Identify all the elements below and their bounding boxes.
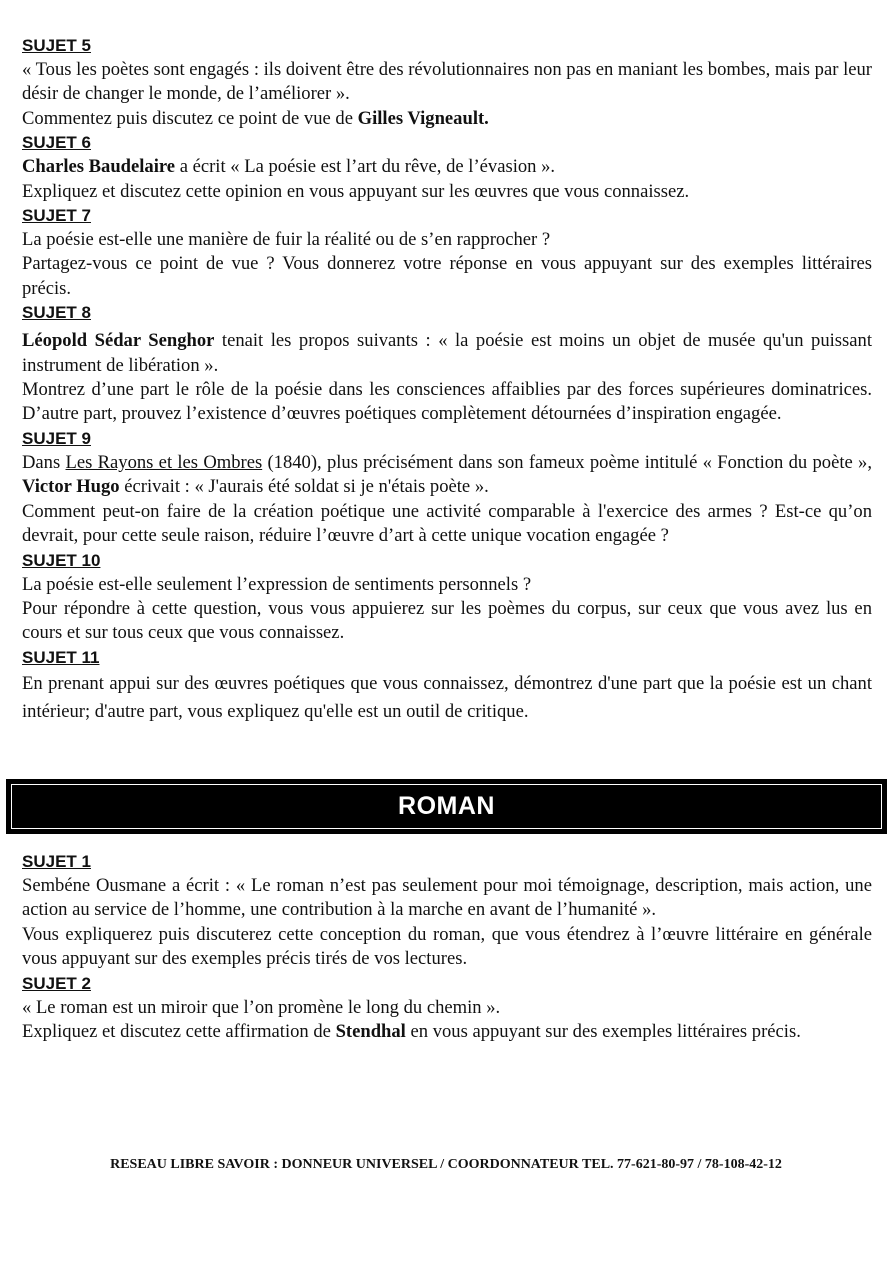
subject-heading: SUJET 5 <box>22 36 91 55</box>
subject-quote <box>22 451 872 500</box>
banner-frame <box>11 784 882 829</box>
subject-heading: SUJET 1 <box>22 852 91 871</box>
subject-instruction: Partagez-vous ce point de vue ? Vous donnerez votre réponse en vous appuyant sur des exemples littéraires précis. <box>22 253 872 299</box>
subject-heading: SUJET 6 <box>22 133 91 153</box>
instruction-text: Commentez puis discutez ce point de vue de <box>22 107 358 129</box>
subject-heading: SUJET 7 <box>22 206 91 226</box>
subject-quote <box>22 155 872 179</box>
author-name: Léopold Sédar Senghor <box>22 330 215 352</box>
subject-quote: « Le roman est un miroir que l’on promène le long du chemin ». <box>22 996 501 1018</box>
subject-instruction <box>22 1020 872 1044</box>
subject-quote: Sembéne Ousmane a écrit : « Le roman n’est pas seulement pour moi témoignage, description, mais action, une action au service de l’homme, une contribution à la marche en avant de l’humanité ». <box>22 875 872 921</box>
quote-text: tenait les propos suivants : « la poésie est moins un objet de musée qu'un puissant instrument de libération ». <box>22 330 872 376</box>
section-banner <box>6 779 887 834</box>
subject-quote: « Tous les poètes sont engagés : ils doivent être des révolutionnaires non pas en maniant les bombes, mais par leur désir de changer le monde, de l’améliorer ». <box>22 59 872 105</box>
subject-instruction: Montrez d’une part le rôle de la poésie dans les consciences affaiblies par des forces supérieures dominatrices. D’autre part, prouvez l’existence d’œuvres poétiques complètement détournées d’inspiration engagée. <box>22 379 872 425</box>
page-footer: RESEAU LIBRE SAVOIR : DONNEUR UNIVERSEL / COORDONNATEUR TEL. 77-621-80-97 / 78-108-42-12 <box>110 1157 782 1172</box>
author-name: Charles Baudelaire <box>22 156 176 178</box>
subject-instruction <box>22 107 872 131</box>
subject-heading: SUJET 10 <box>22 550 101 570</box>
subject-heading: SUJET 8 <box>22 303 91 323</box>
quote-middle: (1840), plus précisément dans son fameux poème intitulé « Fonction du poète », <box>262 451 872 473</box>
instruction-text: Expliquez et discutez cette affirmation de <box>22 1021 336 1043</box>
subject-instruction: Vous expliquerez puis discuterez cette conception du roman, que vous étendrez à l’œuvre littéraire en générale vous appuyant sur des exemples précis tirés de vos lectures. <box>22 923 872 970</box>
subject-instruction: Comment peut-on faire de la création poétique une activité comparable à l'exercice des armes ? Est-ce qu’on devrait, pour cette seule raison, réduire l’œuvre d’art à cette unique vocation engagée ? <box>22 500 872 547</box>
subject-question: La poésie est-elle seulement l’expression de sentiments personnels ? <box>22 573 532 595</box>
subject-instruction: Expliquez et discutez cette opinion en vous appuyant sur les œuvres que vous connaissez. <box>22 180 690 202</box>
subject-heading: SUJET 11 <box>22 647 100 667</box>
subject-text: En prenant appui sur des œuvres poétiques que vous connaissez, démontrez d'une part que la poésie est un chant intérieur; d'autre part, vous expliquez qu'elle est un outil de critique. <box>22 672 872 722</box>
quote-text: a écrit « La poésie est l’art du rêve, de l’évasion ». <box>175 156 556 178</box>
subject-heading: SUJET 2 <box>22 973 91 993</box>
subject-question: La poésie est-elle une manière de fuir la réalité ou de s’en rapprocher ? <box>22 229 551 251</box>
author-name: Victor Hugo <box>22 476 120 498</box>
subject-quote <box>22 329 872 378</box>
section-title: ROMAN <box>398 792 495 820</box>
quote-text: écrivait : « J'aurais été soldat si je n'étais poète ». <box>119 476 489 498</box>
subject-instruction: Pour répondre à cette question, vous vous appuierez sur les poèmes du corpus, sur ceux que vous avez lus en cours et sur tous ceux que vous connaissez. <box>22 597 872 644</box>
quote-prefix: Dans <box>22 451 66 473</box>
subject-heading: SUJET 9 <box>22 428 91 448</box>
book-title: Les Rayons et les Ombres <box>65 451 263 473</box>
novel-subjects <box>22 850 872 1044</box>
instruction-text: en vous appuyant sur des exemples littéraires précis. <box>405 1021 801 1043</box>
author-name: Gilles Vigneault. <box>357 107 489 129</box>
poetry-subjects <box>22 34 872 726</box>
author-name: Stendhal <box>335 1021 406 1043</box>
